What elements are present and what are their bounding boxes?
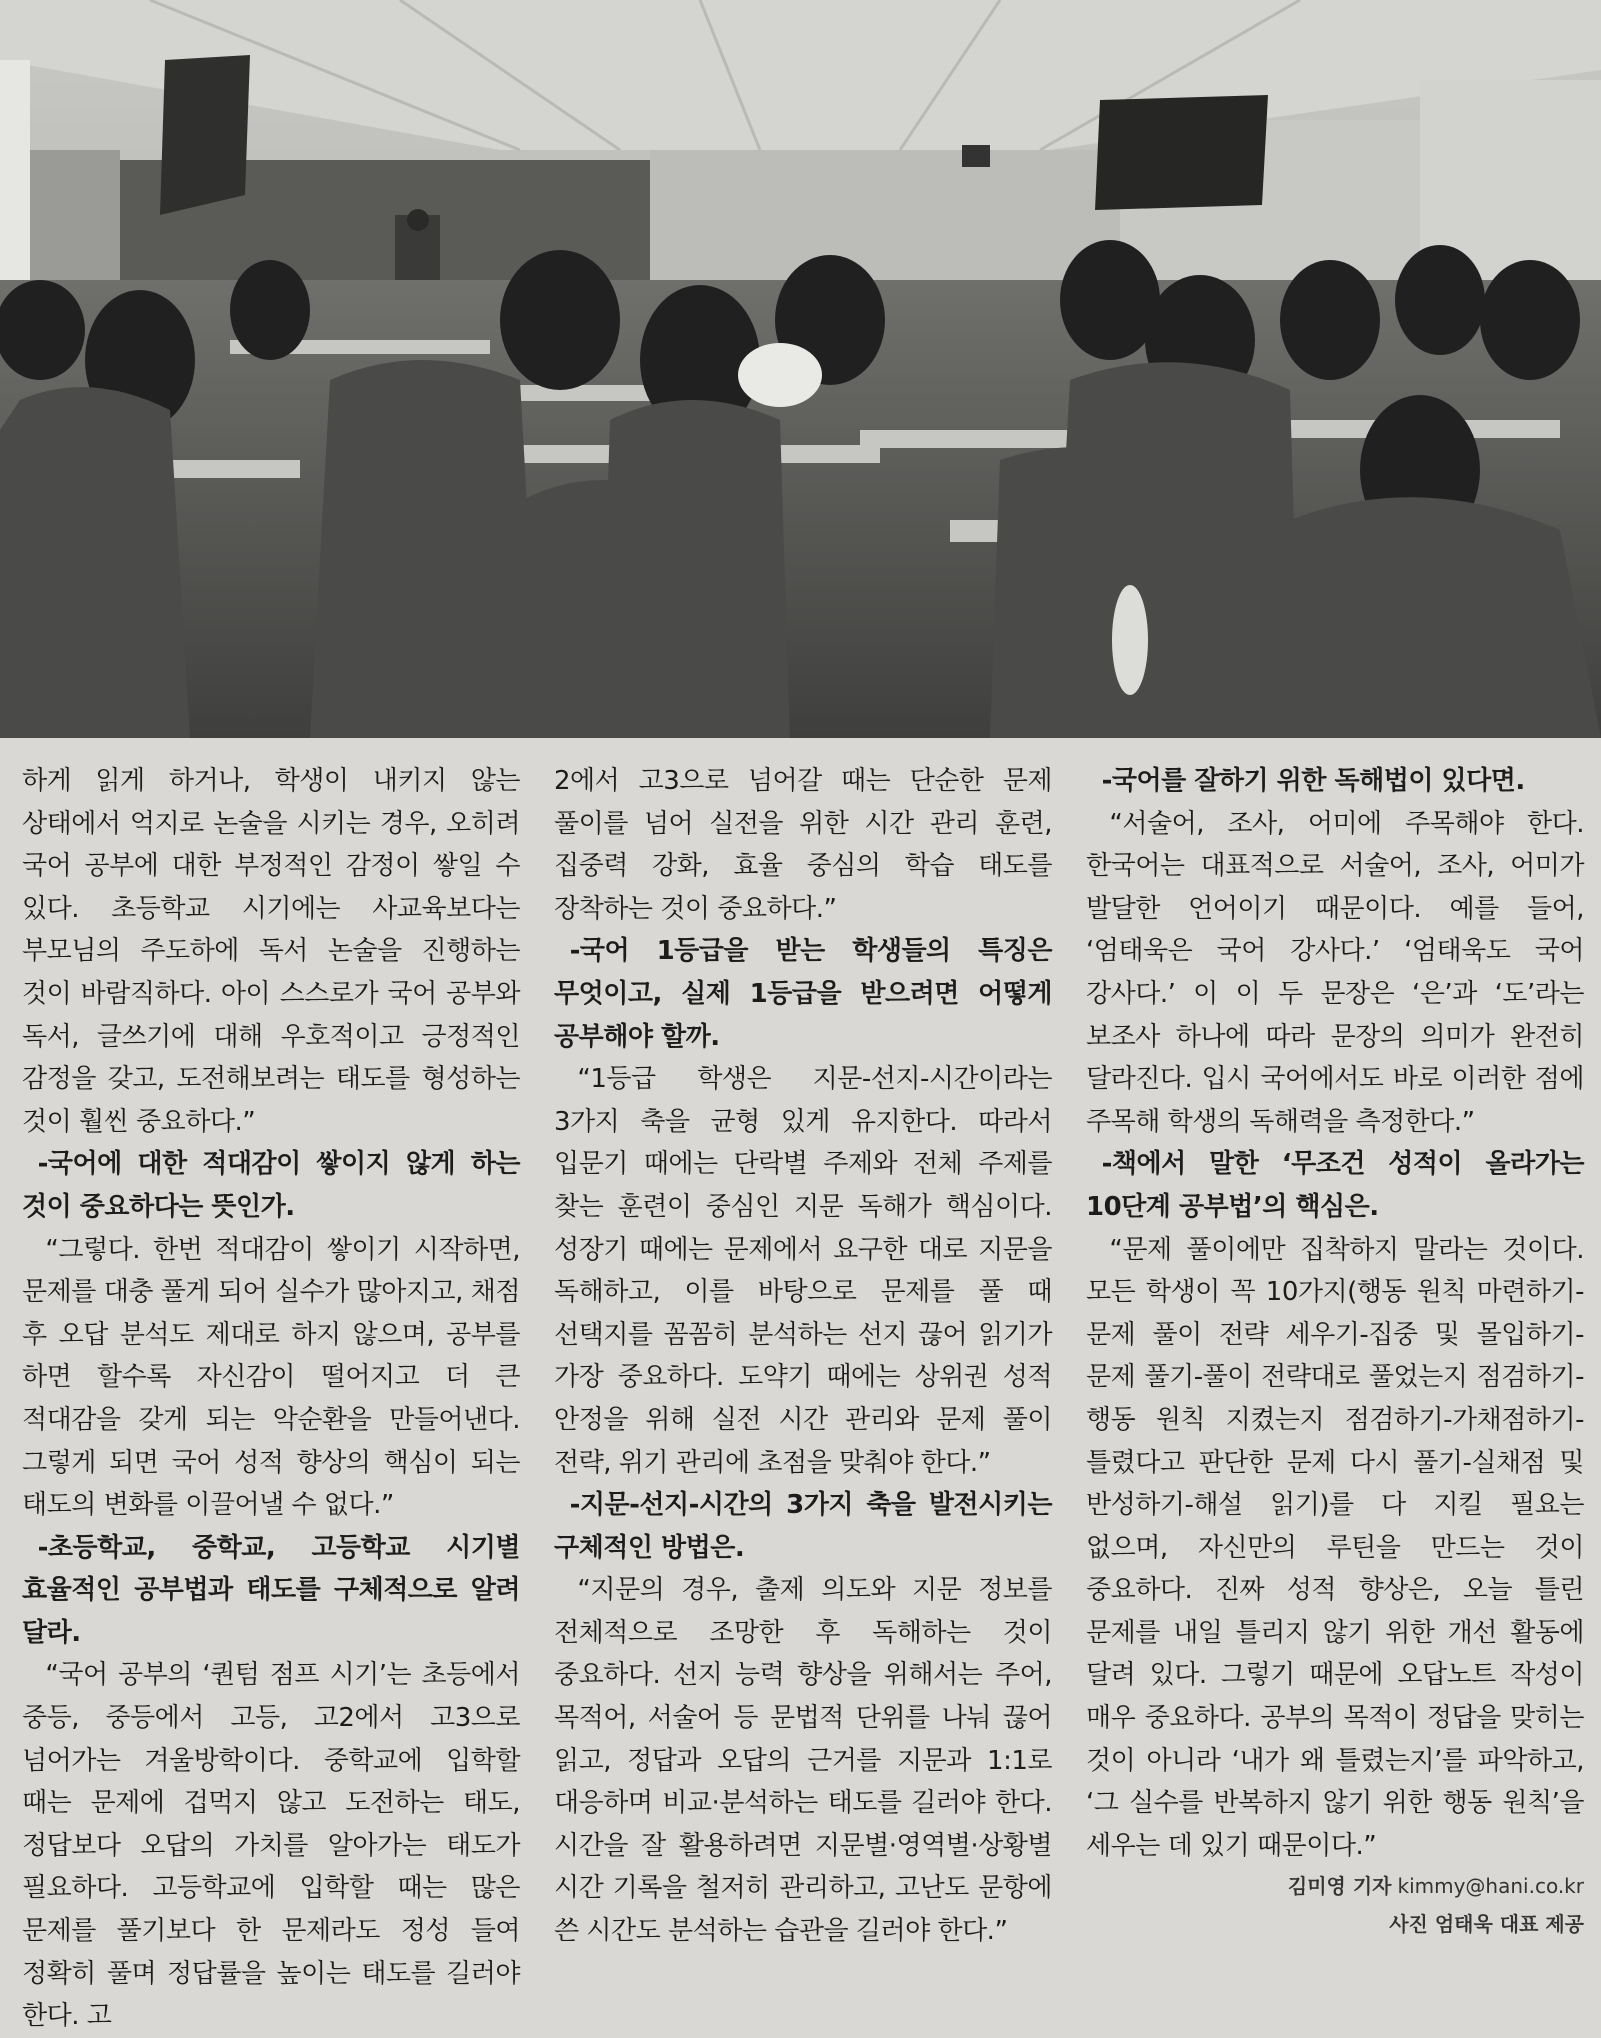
classroom-photo-illustration [0,0,1601,738]
column-1 [22,760,520,2032]
reporter-email: kimmy@hani.co.kr [1397,1874,1584,1899]
paragraph: “문제 풀이에만 집착하지 말라는 것이다. 모든 학생이 꼭 10가지(행동 원칙 마련하기-문제 풀이 전략 세우기-집중 및 몰입하기-문제 풀기-풀이 전략대로 풀었는지 점검하기-행동 원칙 지켰는지 점검하기-가채점하기-틀렸다고 판단한 문제 다시 풀기-실채점 및 반성하기-해설 읽기)를 다 지킬 필요는 없으며, 자신만의 루틴을 만드는 것이 중요하다. 진짜 성적 향상은, 오늘 틀린 문제를 내일 틀리지 않기 위한 개선 활동에 달려 있다. 그렇기 때문에 오답노트 작성이 매우 중요하다. 공부의 목적이 정답을 맞히는 것이 아니라 ‘내가 왜 틀렸는지’를 파악하고, ‘그 실수를 반복하지 않기 위한 행동 원칙’을 세우는 데 있기 때문이다.” [1086,1234,1584,1861]
paragraph: “그렇다. 한번 적대감이 쌓이기 시작하면, 문제를 대충 풀게 되어 실수가 많아지고, 채점 후 오답 분석도 제대로 하지 않으며, 공부를 하면 할수록 자신감이 떨어지고 더 큰 적대감을 갖게 되는 악순환을 만들어낸다. 그렇게 되면 국어 성적 향상의 핵심이 되는 태도의 변화를 이끌어낼 수 없다.” [22,1234,520,1521]
paragraph: “지문의 경우, 출제 의도와 지문 정보를 전체적으로 조망한 후 독해하는 것이 중요하다. 선지 능력 향상을 위해서는 주어, 목적어, 서술어 등 문법적 단위를 나눠 끊어 읽고, 정답과 오답의 근거를 지문과 1:1로 대응하며 비교·분석하는 태도를 길러야 한다. 시간을 잘 활용하려면 지문별·영역별·상황별 시간 기록을 철저히 관리하고, 고난도 문항에 쓴 시간도 분석하는 습관을 길러야 한다.” [554,1575,1052,1947]
paragraph: “국어 공부의 ‘퀀텀 점프 시기’는 초등에서 중등, 중등에서 고등, 고2에서 고3으로 넘어가는 겨울방학이다. 중학교에 입학할 때는 문제에 겁먹지 않고 도전하는 태도, 정답보다 오답의 가치를 알아가는 태도가 필요하다. 고등학교에 입학할 때는 많은 문제를 풀기보다 한 문제라도 정성 들여 정확히 풀며 정답률을 높이는 태도를 길러야 한다. 고 [22,1660,520,2032]
classroom-photo [0,0,1601,738]
interview-question: -국어에 대한 적대감이 쌓이지 않게 하는 것이 중요하다는 뜻인가. [22,1149,520,1222]
interview-question: -국어 1등급을 받는 학생들의 특징은 무엇이고, 실제 1등급을 받으려면 어떻게 공부해야 할까. [554,936,1052,1052]
column-2 [554,760,1052,1947]
paragraph: 하게 읽게 하거나, 학생이 내키지 않는 상태에서 억지로 논술을 시키는 경우, 오히려 국어 공부에 대한 부정적인 감정이 쌓일 수 있다. 초등학교 시기에는 사교육보다는 부모님의 주도하에 독서 논술을 진행하는 것이 바람직하다. 아이 스스로가 국어 공부와 독서, 글쓰기에 대해 우호적이고 긍정적인 감정을 갖고, 도전해보려는 태도를 형성하는 것이 훨씬 중요하다.” [22,766,520,1137]
paragraph: “1등급 학생은 지문-선지-시간이라는 3가지 축을 균형 있게 유지한다. 따라서 입문기 때에는 단락별 주제와 전체 주제를 찾는 훈련이 중심인 지문 독해가 핵심이다. 성장기 때에는 문제에서 요구한 대로 지문을 독해하고, 이를 바탕으로 문제를 풀 때 선택지를 꼼꼼히 분석하는 선지 끊어 읽기가 가장 중요하다. 도약기 때에는 상위권 성적 안정을 위해 실전 시간 관리와 문제 풀이 전략, 위기 관리에 초점을 맞춰야 한다.” [554,1064,1052,1478]
reporter-byline [1086,1867,1584,1905]
interview-question: -초등학교, 중학교, 고등학교 시기별 효율적인 공부법과 태도를 구체적으로 알려 달라. [22,1532,520,1648]
article-body [22,760,1584,2032]
interview-question: -책에서 말한 ‘무조건 성적이 올라가는 10단계 공부법’의 핵심은. [1086,1149,1584,1222]
column-3 [1086,760,1584,1937]
paragraph: “서술어, 조사, 어미에 주목해야 한다. 한국어는 대표적으로 서술어, 조사, 어미가 발달한 언어이기 때문이다. 예를 들어, ‘엄태욱은 국어 강사다.’ ‘엄태욱도 국어 강사다.’ 이 이 두 문장은 ‘은’과 ‘도’라는 보조사 하나에 따라 문장의 의미가 완전히 달라진다. 입시 국어에서도 바로 이러한 점에 주목해 학생의 독해력을 측정한다.” [1086,808,1584,1137]
interview-question: -국어를 잘하기 위한 독해법이 있다면. [1101,766,1525,796]
paragraph: 2에서 고3으로 넘어갈 때는 단순한 문제 풀이를 넘어 실전을 위한 시간 관리 훈련, 집중력 강화, 효율 중심의 학습 태도를 장착하는 것이 중요하다.” [554,766,1052,924]
interview-question: -지문-선지-시간의 3가지 축을 발전시키는 구체적인 방법은. [554,1490,1052,1563]
photo-credit: 사진 엄태욱 대표 제공 [1389,1912,1584,1937]
reporter-name: 김미영 기자 [1287,1874,1392,1899]
